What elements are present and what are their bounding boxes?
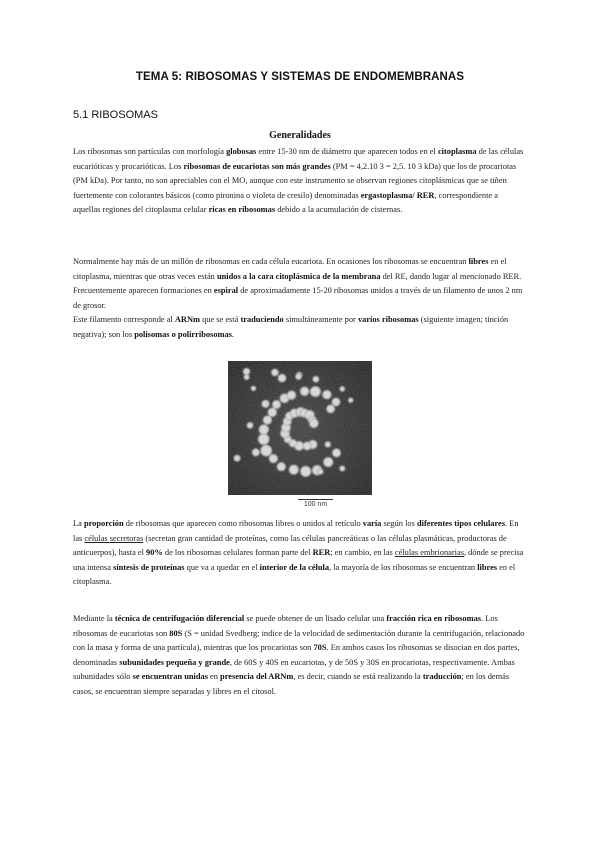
ribosome-particle bbox=[262, 400, 270, 408]
bold-text-run: varía bbox=[362, 519, 382, 528]
text-run: . En las bbox=[73, 519, 519, 543]
ribosome-particle bbox=[243, 368, 250, 375]
polysome-micrograph bbox=[228, 361, 372, 495]
paragraph-polysomes-part2 bbox=[73, 315, 508, 339]
ribosome-particle bbox=[348, 398, 353, 403]
text-run: , correspondiente a aquellas regiones del citoplasma celular bbox=[73, 190, 498, 214]
bold-text-run: 90% bbox=[146, 548, 163, 557]
text-run: Normalmente hay más de un millón de ribosomas en cada célula eucariota. En ocasiones los ribosomas se encuentran bbox=[73, 257, 469, 266]
ribosome-particle bbox=[259, 425, 269, 435]
scale-bar bbox=[298, 499, 333, 500]
bold-text-run: libres bbox=[477, 562, 498, 572]
bold-text-run: espiral bbox=[213, 286, 239, 295]
text-run: Los ribosomas son partículas con morfología bbox=[73, 147, 227, 156]
ribosome-particle bbox=[300, 387, 309, 396]
text-run: en bbox=[207, 672, 221, 681]
ribosome-particle bbox=[296, 374, 302, 380]
bold-text-run: varios ribosomas bbox=[357, 315, 419, 324]
paragraph-centrifugation bbox=[73, 612, 525, 699]
bold-text-run: unidos a la cara citoplásmica de la membrana bbox=[216, 271, 381, 281]
bold-text-run: traduciendo bbox=[240, 315, 284, 324]
ribosome-particle bbox=[263, 416, 272, 425]
text-run: . bbox=[231, 329, 235, 339]
bold-text-run: 70S bbox=[313, 643, 327, 652]
ribosome-particle bbox=[318, 469, 324, 475]
ribosome-particle bbox=[323, 390, 332, 399]
text-run: (siguiente imagen; tinción negativa); son los bbox=[73, 315, 509, 339]
ribosome-particle bbox=[310, 386, 320, 396]
text-run: de aproximadamente 15-20 ribosomas unidos a través de un filamento de unos 2 nm de grosor. bbox=[73, 286, 523, 310]
paragraph-generalities bbox=[73, 145, 525, 218]
bold-text-run: ribosomas de eucariotas son más grandes bbox=[183, 161, 331, 171]
text-run: según los bbox=[381, 519, 417, 528]
ribosome-particle bbox=[313, 376, 319, 382]
ribosome-particle bbox=[272, 400, 280, 408]
bold-text-run: ricas en ribosomas bbox=[208, 205, 276, 214]
text-run: de los ribosomas celulares forman parte del bbox=[162, 548, 313, 557]
text-run: (PM = 4,2.10 3 = 2,5. 10 3 kDa) que los de procariotas (PM kDa). Por tanto, no son apreciables con el MO, aunque con este instrumento se observan regiones citoplásmicas que se tiñen fuertemente con colorantes básicos (como pironina o violeta de cresilo) denominadas bbox=[73, 161, 517, 200]
text-run: (S = unidad Svedberg; indice de la velocidad de sedimentación durante la centrifugación, relacionado con la masa y forma de una partícula), mientras que los procariotas son bbox=[73, 628, 525, 652]
bold-text-run: polisomas o polirribosomas bbox=[134, 329, 232, 339]
text-run: . En ambos casos los ribosomas se disocian en dos partes, denominadas bbox=[73, 643, 520, 667]
text-run: que va a quedar en el bbox=[184, 562, 260, 572]
ribosome-particle bbox=[258, 434, 269, 445]
bold-text-run: 80S bbox=[169, 628, 183, 638]
text-run: del RE, dando lugar al mencionado RER. Frecuentemente aparecen formaciones en bbox=[73, 271, 522, 295]
bold-text-run: ergastoplasma/ RER bbox=[360, 190, 435, 200]
paragraph-polysomes bbox=[73, 255, 525, 342]
ribosome-particle bbox=[300, 466, 311, 477]
bold-text-run: globosas bbox=[226, 147, 257, 156]
bold-text-run: se encuentran unidas bbox=[132, 672, 208, 681]
text-run: se puede obtener de un lisado celular una bbox=[244, 614, 387, 623]
text-run: en el citoplasma, mientras que otras veces están bbox=[73, 257, 507, 281]
text-run: , de 60S y 40S en eucariotas, y de 50S y 30S en procariotas, respectivamente. Ambas subunidades sólo bbox=[73, 657, 515, 681]
ribosome-particle bbox=[340, 386, 345, 391]
ribosome-particle bbox=[332, 449, 340, 457]
bold-text-run: RER bbox=[312, 548, 331, 557]
ribosome-particle bbox=[268, 408, 277, 417]
ribosome-particle bbox=[278, 374, 286, 382]
ribosome-particle bbox=[269, 454, 278, 463]
text-run: de las células eucarióticas y procarióticas. Los bbox=[73, 147, 524, 171]
bold-text-run: presencia del ARNm bbox=[220, 672, 294, 681]
text-run: debido a la acumulación de cisternas. bbox=[275, 205, 403, 214]
ribosome-particle bbox=[327, 405, 335, 413]
underlined-text-run: células embrionarias bbox=[394, 548, 464, 557]
bold-text-run: ARNm bbox=[174, 315, 200, 324]
bold-text-run: técnica de centrifugación diferencial bbox=[114, 614, 245, 623]
ribosome-particle bbox=[340, 466, 345, 471]
bold-text-run: síntesis de proteínas bbox=[113, 562, 185, 572]
bold-text-run: traducción bbox=[422, 672, 462, 681]
text-run: Este filamento corresponde al bbox=[73, 315, 175, 324]
section-heading: 5.1 RIBOSOMAS bbox=[73, 109, 158, 121]
ribosome-particle bbox=[251, 386, 256, 391]
text-run: que se está bbox=[199, 315, 241, 324]
text-run: (secretan gran cantidad de proteínas, como las células pancreáticas o las células plasmáticas, productoras de anticuerpos), hasta el bbox=[73, 533, 507, 557]
underlined-text-run: células secretoras bbox=[84, 533, 144, 543]
ribosome-particle bbox=[247, 422, 253, 428]
ribosome-particle bbox=[271, 369, 278, 376]
text-run: , dónde se precisa una intensa bbox=[73, 548, 524, 572]
ribosome-particle bbox=[252, 449, 259, 456]
ribosome-particle bbox=[323, 457, 333, 467]
text-run: entre 15-30 nm de diámetro que aparecen todos en el bbox=[256, 147, 438, 156]
page-title: TEMA 5: RIBOSOMAS Y SISTEMAS DE ENDOMEMBRANAS bbox=[135, 71, 465, 83]
bold-text-run: interior de la célula bbox=[259, 562, 330, 572]
ribosome-particle bbox=[261, 445, 272, 456]
bold-text-run: citoplasma bbox=[437, 147, 477, 156]
paragraph-proportion bbox=[73, 517, 525, 590]
text-run: simultáneamente por bbox=[283, 315, 358, 324]
ribosome-particle bbox=[325, 442, 331, 448]
text-run: de ribosomas que aparecen como ribosomas libres o unidos al retículo bbox=[123, 519, 363, 528]
ribosome-particle bbox=[244, 374, 249, 379]
text-run: Mediante la bbox=[73, 614, 115, 623]
text-run: ; en cambio, en las bbox=[330, 548, 395, 557]
bold-text-run: libres bbox=[468, 257, 489, 266]
text-run: , la mayoría de los ribosomas se encuentran bbox=[329, 562, 478, 572]
ribosome-particle bbox=[332, 398, 340, 406]
bold-text-run: subunidades pequeña y grande bbox=[119, 657, 230, 667]
bold-text-run: fracción rica en ribosomas bbox=[386, 614, 482, 623]
text-run: La bbox=[73, 519, 84, 528]
ribosome-particle bbox=[234, 455, 240, 461]
subheading: Generalidades bbox=[269, 130, 331, 141]
paragraph-polysomes-part1 bbox=[73, 257, 522, 310]
bold-text-run: diferentes tipos celulares bbox=[416, 519, 506, 528]
ribosome-particle bbox=[303, 442, 311, 450]
ribosome-particle bbox=[277, 462, 286, 471]
text-run: . Los ribosomas de eucariotas son bbox=[73, 614, 498, 638]
ribosome-particle bbox=[287, 391, 296, 400]
text-run: ; en los demás casos, se encuentran siempre separadas y libres en el citosol. bbox=[73, 672, 510, 696]
bold-text-run: proporción bbox=[83, 519, 124, 528]
text-run: , es decir, cuando se está realizando la bbox=[293, 672, 423, 681]
text-run: en el citoplasma. bbox=[73, 562, 516, 586]
ribosome-particle bbox=[309, 419, 318, 428]
scale-label: 100 nm bbox=[303, 501, 328, 508]
ribosome-particle bbox=[289, 465, 299, 475]
